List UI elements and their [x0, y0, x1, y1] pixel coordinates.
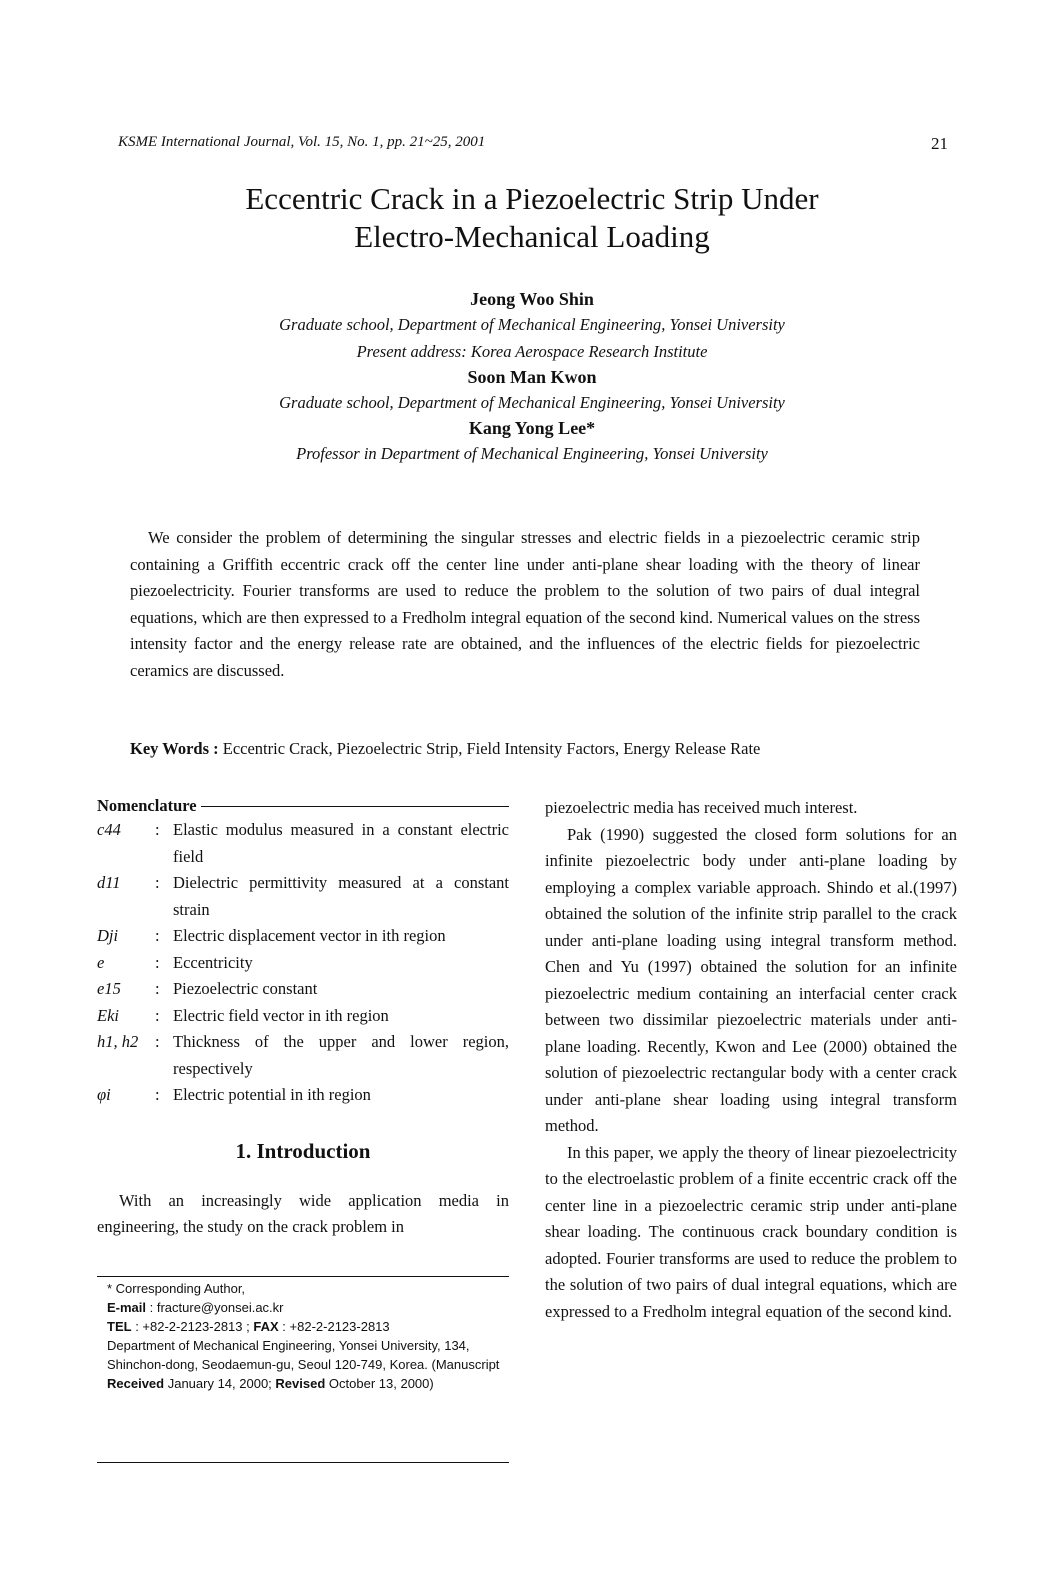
nomenclature-definition: Piezoelectric constant [173, 979, 318, 998]
nomenclature-item: Dji : Electric displacement vector in ith region [97, 923, 509, 950]
section-heading-introduction: 1. Introduction [235, 1138, 371, 1163]
title-line-2: Electro-Mechanical Loading [354, 219, 710, 254]
page-number: 21 [931, 134, 948, 153]
abstract: We consider the problem of determining the singular stresses and electric fields in a piezoelectric ceramic strip containing a Griffith eccentric crack off the center line under anti-plane shear loading with the theory of linear piezoelectricity. Fourier transforms are used to reduce the problem to the solution of two pairs of dual integral equations, which are then expressed to a Fredholm integral equation of the second kind. Numerical values on the stress intensity factor and the energy release rate are obtained, and the influences of the electric fields for piezoelectric ceramics are discussed. [130, 528, 920, 680]
nomenclature-symbol: d11 [97, 873, 121, 892]
paper-title [100, 180, 964, 256]
journal-citation: KSME International Journal, Vol. 15, No. 1, pp. 21~25, 2001 [118, 134, 486, 150]
nomenclature-symbol: Dji [97, 926, 119, 945]
intro-paragraph: With an increasingly wide application media in engineering, the study on the crack problem in [97, 1190, 509, 1236]
author-name: Kang Yong Lee* [468, 418, 596, 438]
nomenclature-item: e : Eccentricity [97, 950, 509, 977]
footnote-corresponding: * Corresponding Author, [107, 1281, 246, 1296]
intro-paragraph: Pak (1990) suggested the closed form solutions for an infinite piezoelectric body under anti-plane loading by employing a complex variable approach. Shindo et al.(1997) obtained the solution of the infinite strip parallel to the crack under anti-plane loading using integral transform method. Chen and Yu (1997) obtained the solution for an infinite piezoelectric medium containing an interfacial center crack between two dissimilar piezoelectric materials under anti-plane loading. Recently, Kwon and Lee (2000) obtained the solution of piezoelectric rectangular body with a center crack under anti-plane shear loading using integral transform method. [545, 824, 957, 1135]
keywords [130, 739, 930, 759]
intro-paragraph: In this paper, we apply the theory of linear piezoelectricity to the electroelastic problem of a finite eccentric crack off the center line in a piezoelectric ceramic strip under anti-plane shear loading. The continuous crack boundary condition is adopted. Fourier transforms are used to reduce the problem to the solution of two pairs of dual integral equations, which are expressed to a Fredholm integral equation of the second kind. [545, 1142, 957, 1321]
nomenclature-symbol: Eki [97, 1005, 119, 1025]
nomenclature-list [97, 817, 509, 1109]
author-affiliation: Present address: Korea Aerospace Research Institute [356, 342, 708, 361]
keywords-text: Eccentric Crack, Piezoelectric Strip, Field Intensity Factors, Energy Release Rate [222, 739, 761, 758]
footnote-email: E-mail : fracture@yonsei.ac.kr [107, 1300, 284, 1315]
nomenclature-symbol: e [97, 952, 105, 972]
title-line-1: Eccentric Crack in a Piezoelectric Strip Under [245, 181, 819, 216]
author-name: Soon Man Kwon [467, 367, 597, 387]
author-name: Jeong Woo Shin [470, 289, 594, 309]
nomenclature-item: h1, h2 : Thickness of the upper and lower region, respectively [97, 1029, 509, 1082]
keywords-label: Key Words : [130, 739, 219, 758]
author-affiliation: Graduate school, Department of Mechanical Engineering, Yonsei University [279, 315, 785, 334]
footnote-bottom-rule [97, 1462, 509, 1463]
footnote [97, 1276, 509, 1393]
nomenclature-heading: Nomenclature [97, 795, 509, 817]
nomenclature-item: d11 : Dielectric permittivity measured at a constant strain [97, 870, 509, 923]
nomenclature-definition: Thickness of the upper and lower region, respectively [173, 1032, 509, 1078]
nomenclature-item: Eki : Electric field vector in ith region [97, 1003, 509, 1030]
nomenclature-definition: Electric field vector in ith region [173, 1005, 389, 1025]
nomenclature-item: e15 : Piezoelectric constant [97, 976, 509, 1003]
footnote-address: Department of Mechanical Engineering, Yonsei University, 134, Shinchon-dong, Seodaemun-gu, Seoul 120-749, Korea. (Manuscript Received January 14, 2000; Revised October 13, 2000) [107, 1338, 500, 1391]
nomenclature-symbol: φi [97, 1085, 111, 1104]
nomenclature-definition: Dielectric permittivity measured at a constant strain [173, 873, 509, 919]
nomenclature-definition: Electric displacement vector in ith region [173, 926, 446, 945]
nomenclature-item: φi : Electric potential in ith region [97, 1082, 509, 1109]
nomenclature-definition: Electric potential in ith region [173, 1085, 371, 1104]
nomenclature-definition: Eccentricity [173, 952, 253, 972]
nomenclature-symbol: e15 [97, 979, 121, 998]
running-header [118, 134, 948, 151]
author-block [100, 287, 964, 467]
right-column [545, 795, 957, 1325]
nomenclature-symbol: h1, h2 [97, 1032, 139, 1051]
nomenclature-item: c44 : Elastic modulus measured in a constant electric field [97, 817, 509, 870]
intro-paragraph: piezoelectric media has received much interest. [545, 798, 858, 817]
nomenclature-symbol: c44 [97, 820, 121, 839]
author-affiliation: Professor in Department of Mechanical Engineering, Yonsei University [296, 444, 768, 463]
left-column [97, 795, 509, 1241]
heading-rule [201, 806, 509, 807]
author-affiliation: Graduate school, Department of Mechanical Engineering, Yonsei University [279, 393, 785, 412]
nomenclature-definition: Elastic modulus measured in a constant electric field [173, 820, 509, 866]
footnote-phone: TEL : +82-2-2123-2813 ; FAX : +82-2-2123-2813 [107, 1319, 390, 1334]
